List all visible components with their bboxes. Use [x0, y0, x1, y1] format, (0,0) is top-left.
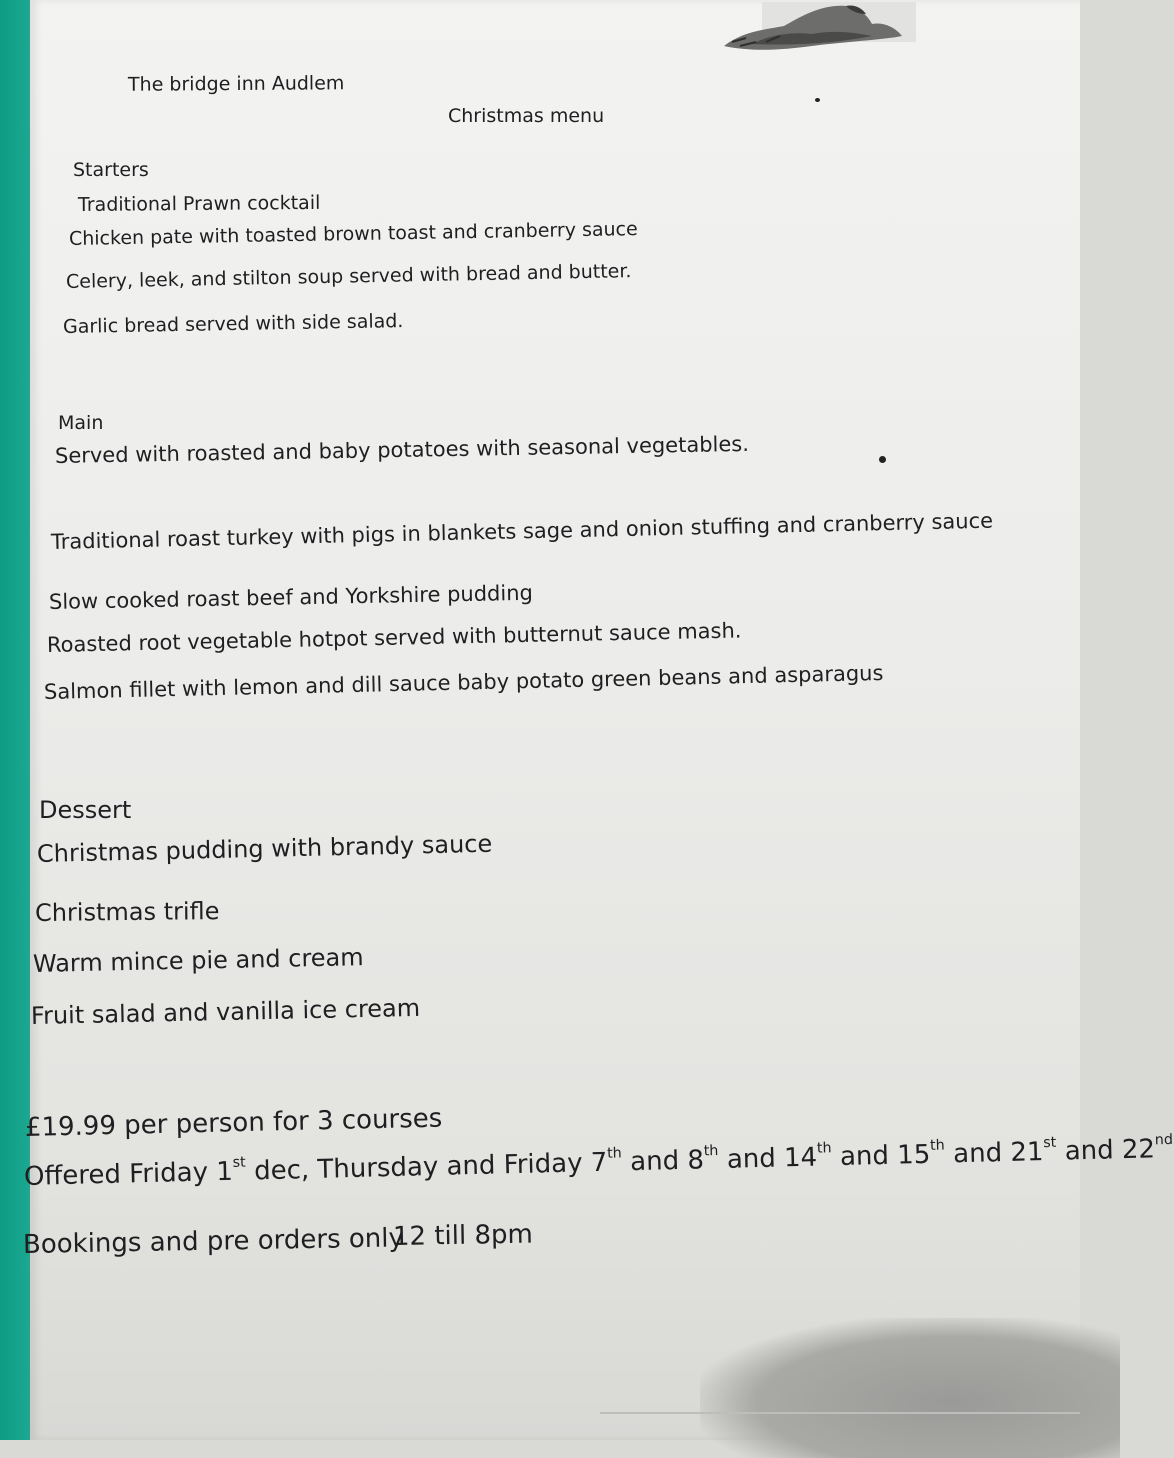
main-serving-note: Served with roasted and baby potatoes with seasonal vegetables. [54, 431, 750, 468]
dessert-item: Fruit salad and vanilla ice cream [30, 993, 421, 1030]
venue-name: The bridge inn Audlem [127, 72, 345, 96]
price-line: £19.99 per person for 3 courses [24, 1103, 443, 1143]
main-item: Salmon fillet with lemon and dill sauce baby potato green beans and asparagus [43, 660, 884, 704]
section-heading-main: Main [58, 412, 104, 434]
starter-item: Chicken pate with toasted brown toast and cranberry sauce [68, 218, 638, 250]
starter-item: Celery, leek, and stilton soup served with bread and butter. [65, 260, 632, 293]
dessert-item: Christmas trifle [34, 897, 220, 927]
ink-dot [879, 456, 886, 463]
table-edge [600, 1412, 1080, 1414]
dessert-item: Christmas pudding with brandy sauce [36, 829, 493, 868]
menu-title: Christmas menu [448, 105, 605, 127]
section-heading-starters: Starters [73, 159, 149, 181]
main-item: Roasted root vegetable hotpot served with butternut sauce mash. [46, 618, 742, 657]
dessert-item: Warm mince pie and cream [32, 943, 364, 978]
offered-dates-line: Offered Friday 1st dec, Thursday and Friday 7th and 8th and 14th and 15th and 21st and 22nd [23, 1131, 1174, 1192]
bird-logo-icon [722, 2, 916, 54]
bookings-line: Bookings and pre orders only [22, 1223, 405, 1260]
main-item: Slow cooked roast beef and Yorkshire pudding [48, 580, 534, 614]
opening-hours: 12 till 8pm [392, 1219, 534, 1252]
menu-sheet [30, 0, 1080, 1440]
main-item: Traditional roast turkey with pigs in blankets sage and onion stuffing and cranberry sauce [50, 508, 994, 554]
starter-item: Garlic bread served with side salad. [62, 310, 404, 338]
section-heading-dessert: Dessert [39, 796, 132, 824]
ink-speck [815, 98, 820, 102]
hand-shadow [700, 1318, 1120, 1458]
starter-item: Traditional Prawn cocktail [77, 191, 321, 216]
